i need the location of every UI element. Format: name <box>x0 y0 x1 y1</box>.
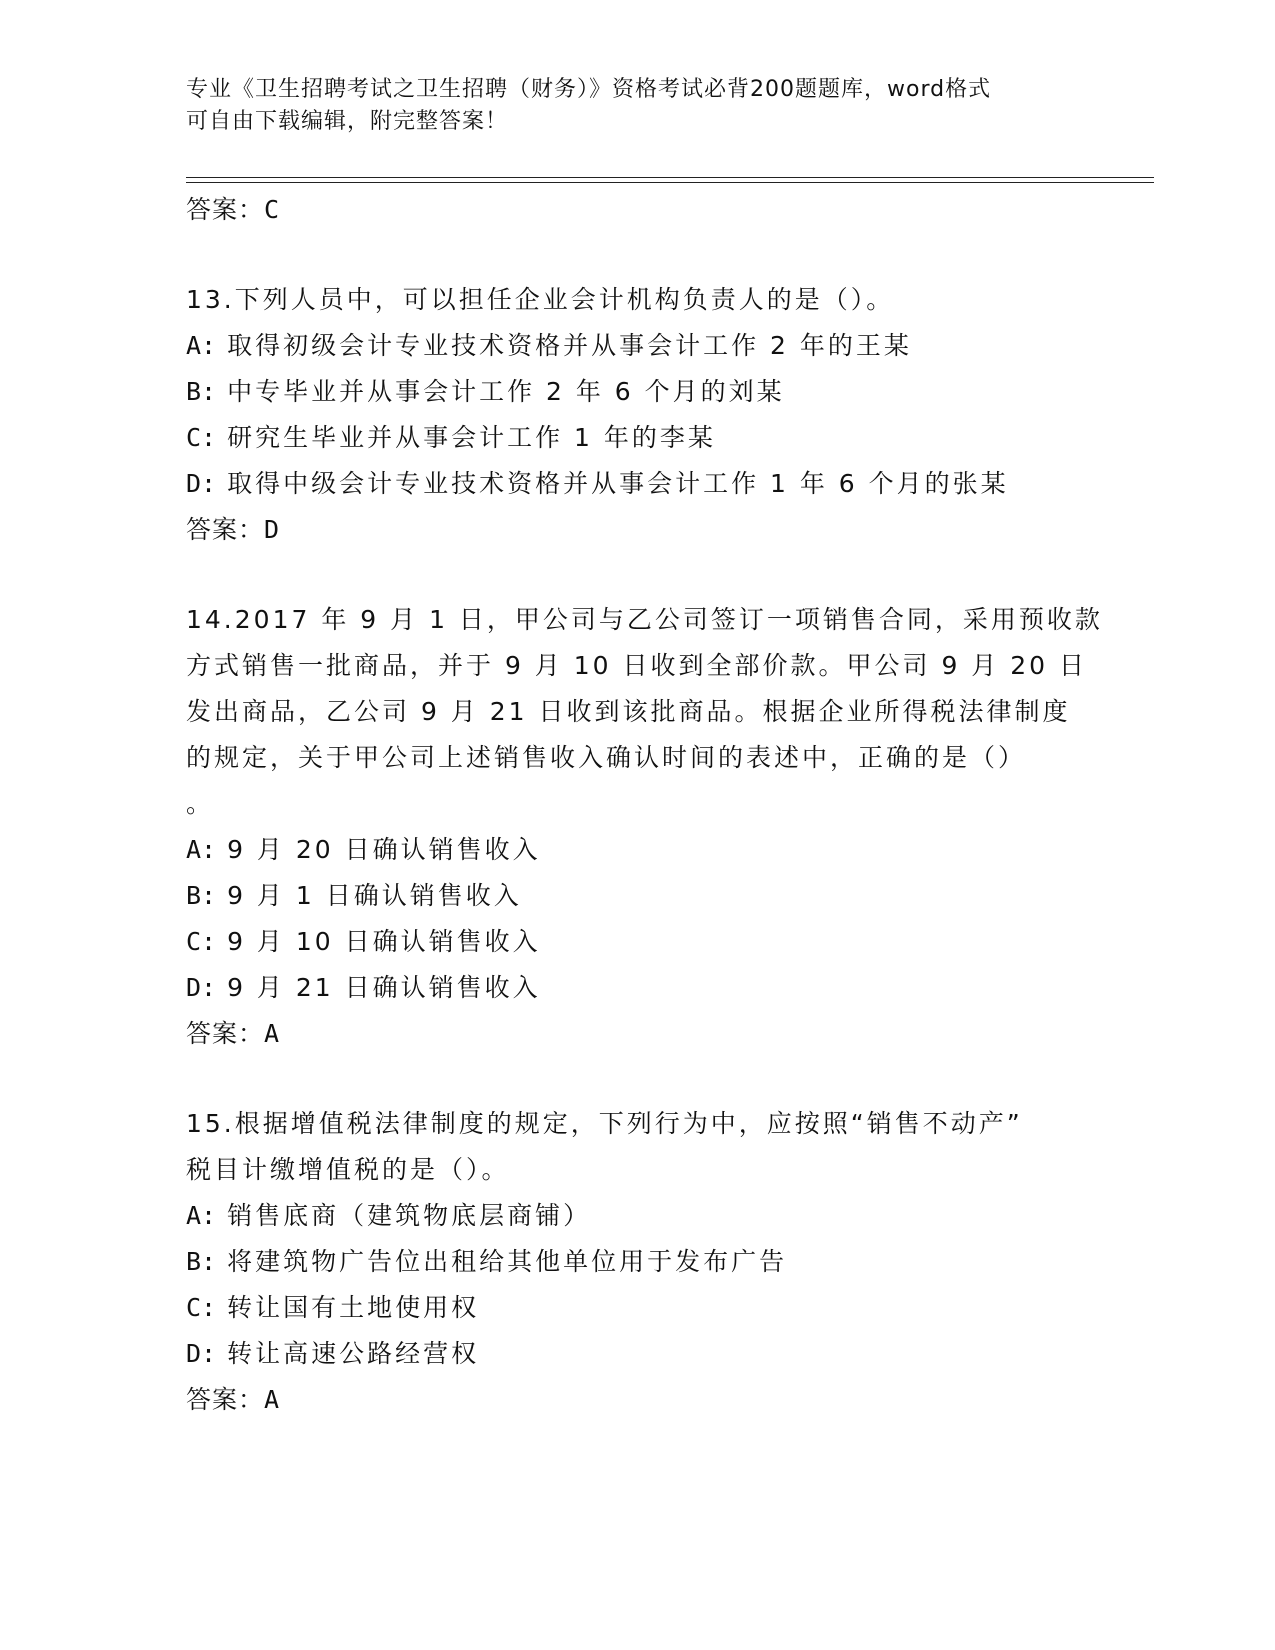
option-letter: C: <box>186 423 217 452</box>
option-text: 9 月 20 日确认销售收入 <box>227 835 541 864</box>
option-letter: B: <box>186 881 217 910</box>
option-text: 取得初级会计专业技术资格并从事会计工作 2 年的王某 <box>227 331 912 360</box>
option-d <box>186 1331 1106 1377</box>
question-text-continued: 税目计缴增值税的是（）。 <box>186 1155 510 1184</box>
question-spacer <box>186 233 1106 277</box>
option-a <box>186 827 1106 873</box>
question-text: 13.下列人员中，可以担任企业会计机构负责人的是（）。 <box>186 285 895 314</box>
document-body <box>186 187 1106 1423</box>
question-13 <box>186 277 1106 553</box>
question-text-continued: 的规定，关于甲公司上述销售收入确认时间的表述中，正确的是（） <box>186 743 1027 772</box>
option-letter: A: <box>186 331 217 360</box>
question-text-continued: 。 <box>186 789 215 818</box>
option-b <box>186 1239 1106 1285</box>
option-letter: A: <box>186 835 217 864</box>
option-c <box>186 919 1106 965</box>
header-line-1: 专业《卫生招聘考试之卫生招聘（财务）》资格考试必背200题题库，word格式 <box>186 77 992 102</box>
question-text: 14.2017 年 9 月 1 日，甲公司与乙公司签订一项销售合同，采用预收款 <box>186 605 1103 634</box>
header-line-2: 可自由下载编辑，附完整答案！ <box>186 109 509 134</box>
option-letter: B: <box>186 1247 217 1276</box>
option-text: 中专毕业并从事会计工作 2 年 6 个月的刘某 <box>227 377 785 406</box>
header-divider-top <box>186 177 1154 178</box>
option-text: 取得中级会计专业技术资格并从事会计工作 1 年 6 个月的张某 <box>227 469 1009 498</box>
option-letter: B: <box>186 377 217 406</box>
question-text-continued: 方式销售一批商品，并于 9 月 10 日收到全部价款。甲公司 9 月 20 日 <box>186 651 1088 680</box>
option-text: 9 月 10 日确认销售收入 <box>227 927 541 956</box>
document-header <box>186 74 1066 138</box>
option-letter: C: <box>186 927 217 956</box>
option-c <box>186 1285 1106 1331</box>
option-b <box>186 369 1106 415</box>
option-text: 研究生毕业并从事会计工作 1 年的李某 <box>227 423 716 452</box>
option-d <box>186 965 1106 1011</box>
answer-value: A <box>264 1019 280 1048</box>
answer-label: 答案： <box>186 1385 265 1414</box>
option-c <box>186 415 1106 461</box>
answer-line <box>186 187 1106 233</box>
header-divider-bottom <box>186 182 1154 183</box>
option-text: 9 月 1 日确认销售收入 <box>227 881 522 910</box>
option-a <box>186 1193 1106 1239</box>
answer-label: 答案： <box>186 1019 265 1048</box>
option-text: 将建筑物广告位出租给其他单位用于发布广告 <box>227 1247 788 1276</box>
answer-line <box>186 1377 1106 1423</box>
question-15 <box>186 1101 1106 1423</box>
option-letter: A: <box>186 1201 217 1230</box>
answer-label: 答案： <box>186 515 265 544</box>
answer-label: 答案： <box>186 195 265 224</box>
option-letter: D: <box>186 1339 217 1368</box>
option-text: 转让高速公路经营权 <box>227 1339 480 1368</box>
option-letter: C: <box>186 1293 217 1322</box>
option-text: 转让国有土地使用权 <box>227 1293 480 1322</box>
answer-line <box>186 507 1106 553</box>
answer-line <box>186 1011 1106 1057</box>
question-14 <box>186 597 1106 1057</box>
question-text: 15.根据增值税法律制度的规定，下列行为中，应按照“销售不动产” <box>186 1109 1023 1138</box>
answer-value: C <box>264 195 280 224</box>
answer-value: D <box>264 515 280 544</box>
answer-value: A <box>264 1385 280 1414</box>
option-text: 9 月 21 日确认销售收入 <box>227 973 541 1002</box>
option-b <box>186 873 1106 919</box>
question-spacer <box>186 553 1106 597</box>
question-spacer <box>186 1057 1106 1101</box>
option-a <box>186 323 1106 369</box>
option-letter: D: <box>186 973 217 1002</box>
question-text-continued: 发出商品，乙公司 9 月 21 日收到该批商品。根据企业所得税法律制度 <box>186 697 1071 726</box>
option-text: 销售底商（建筑物底层商铺） <box>227 1201 592 1230</box>
option-letter: D: <box>186 469 217 498</box>
option-d <box>186 461 1106 507</box>
